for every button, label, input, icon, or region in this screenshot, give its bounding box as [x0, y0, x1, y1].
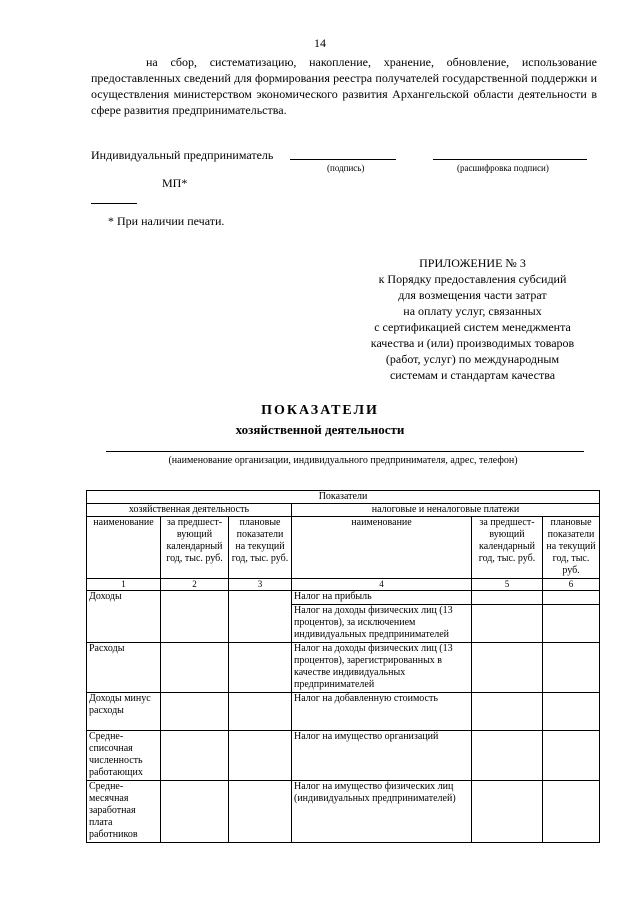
- table-cell-empty: [543, 731, 600, 781]
- table-row-label: Средне-списочная численность работающих: [87, 731, 161, 781]
- table-row-label: Расходы: [87, 643, 161, 693]
- table-cell-empty: [229, 693, 292, 731]
- signature-caption: (подпись): [327, 163, 365, 173]
- appendix-line: (работ, услуг) по международным: [385, 352, 560, 366]
- table-cell-empty: [543, 591, 600, 605]
- col-number: 6: [543, 579, 600, 591]
- payment-name: Налог на добавленную стоимость: [292, 693, 472, 731]
- indicators-table: [86, 490, 600, 843]
- col-header-name: наименование: [87, 517, 161, 579]
- payment-name: Налог на имущество физических лиц (индивидуальных предпринимателей): [292, 781, 472, 843]
- col-number: 1: [87, 579, 161, 591]
- signature-decoding-line: [433, 159, 587, 160]
- org-caption: (наименование организации, индивидуального предпринимателя, адрес, телефон): [168, 455, 518, 466]
- group-header-business: хозяйственная деятельность: [87, 504, 292, 517]
- table-cell-empty: [161, 591, 229, 643]
- appendix-line: с сертификацией систем менеджмента: [374, 320, 571, 334]
- document-title: ПОКАЗАТЕЛИ: [261, 403, 379, 418]
- table-cell-empty: [229, 643, 292, 693]
- decoding-caption: (расшифровка подписи): [457, 163, 549, 173]
- intro-paragraph: на сбор, систематизацию, накопление, хранение, обновление, использование предоставленных сведений для формирования реестра получателей государственной поддержки и осуществления министерством экономического развития Архангельской области деятельности в сфере развития предпринимательства.: [91, 55, 597, 117]
- table-cell-empty: [543, 605, 600, 643]
- table-cell-empty: [472, 781, 543, 843]
- col-header-payment-name: наименование: [292, 517, 472, 579]
- appendix-line: для возмещения части затрат: [398, 288, 547, 302]
- table-header-top: Показатели: [87, 491, 600, 504]
- table-cell-empty: [543, 693, 600, 731]
- payment-name: Налог на имущество организаций: [292, 731, 472, 781]
- appendix-block: [340, 255, 605, 383]
- appendix-line: на оплату услуг, связанных: [403, 304, 542, 318]
- payment-name: Налог на прибыль: [292, 591, 472, 605]
- table-row-label: Доходы минус расходы: [87, 693, 161, 731]
- payment-name: Налог на доходы физических лиц (13 процентов), за исключением индивидуальных предпринимателей: [292, 605, 472, 643]
- table-cell-empty: [229, 781, 292, 843]
- stamp-place: МП*: [162, 176, 188, 190]
- page-number: 14: [314, 36, 326, 50]
- table-cell-empty: [543, 781, 600, 843]
- signature-label: Индивидуальный предприниматель: [91, 148, 274, 162]
- table-cell-empty: [472, 591, 543, 605]
- group-header-payments: налоговые и неналоговые платежи: [292, 504, 600, 517]
- col-header-prev-year: за предшест-вующий календарный год, тыс. руб.: [161, 517, 229, 579]
- table-cell-empty: [161, 781, 229, 843]
- table-row-label: Доходы: [87, 591, 161, 643]
- table-cell-empty: [543, 643, 600, 693]
- payment-name: Налог на доходы физических лиц (13 процентов), зарегистрированных в качестве индивидуальных предпринимателей: [292, 643, 472, 693]
- footnote-separator: [91, 203, 137, 204]
- col-number: 5: [472, 579, 543, 591]
- appendix-line: к Порядку предоставления субсидий: [378, 272, 567, 286]
- table-cell-empty: [472, 693, 543, 731]
- table-cell-empty: [229, 731, 292, 781]
- table-cell-empty: [472, 605, 543, 643]
- col-header-payment-prev-year: за предшест-вующий календарный год, тыс. руб.: [472, 517, 543, 579]
- footnote: * При наличии печати.: [108, 214, 225, 228]
- appendix-line: системам и стандартам качества: [389, 368, 556, 382]
- appendix-line: ПРИЛОЖЕНИЕ № 3: [419, 256, 526, 270]
- table-cell-empty: [161, 643, 229, 693]
- table-cell-empty: [472, 643, 543, 693]
- table-cell-empty: [161, 731, 229, 781]
- col-number: 3: [229, 579, 292, 591]
- table-cell-empty: [161, 693, 229, 731]
- col-header-payment-plan: плановые показатели на текущий год, тыс. руб.: [543, 517, 600, 579]
- document-subtitle: хозяйственной деятельности: [235, 422, 405, 437]
- table-row-label: Средне-месячная заработная плата работников: [87, 781, 161, 843]
- table-cell-empty: [472, 731, 543, 781]
- appendix-line: качества и (или) производимых товаров: [370, 336, 575, 350]
- col-header-plan: плановые показатели на текущий год, тыс. руб.: [229, 517, 292, 579]
- col-number: 2: [161, 579, 229, 591]
- org-fill-line: [106, 451, 584, 452]
- signature-line: [290, 159, 396, 160]
- col-number: 4: [292, 579, 472, 591]
- table-cell-empty: [229, 591, 292, 643]
